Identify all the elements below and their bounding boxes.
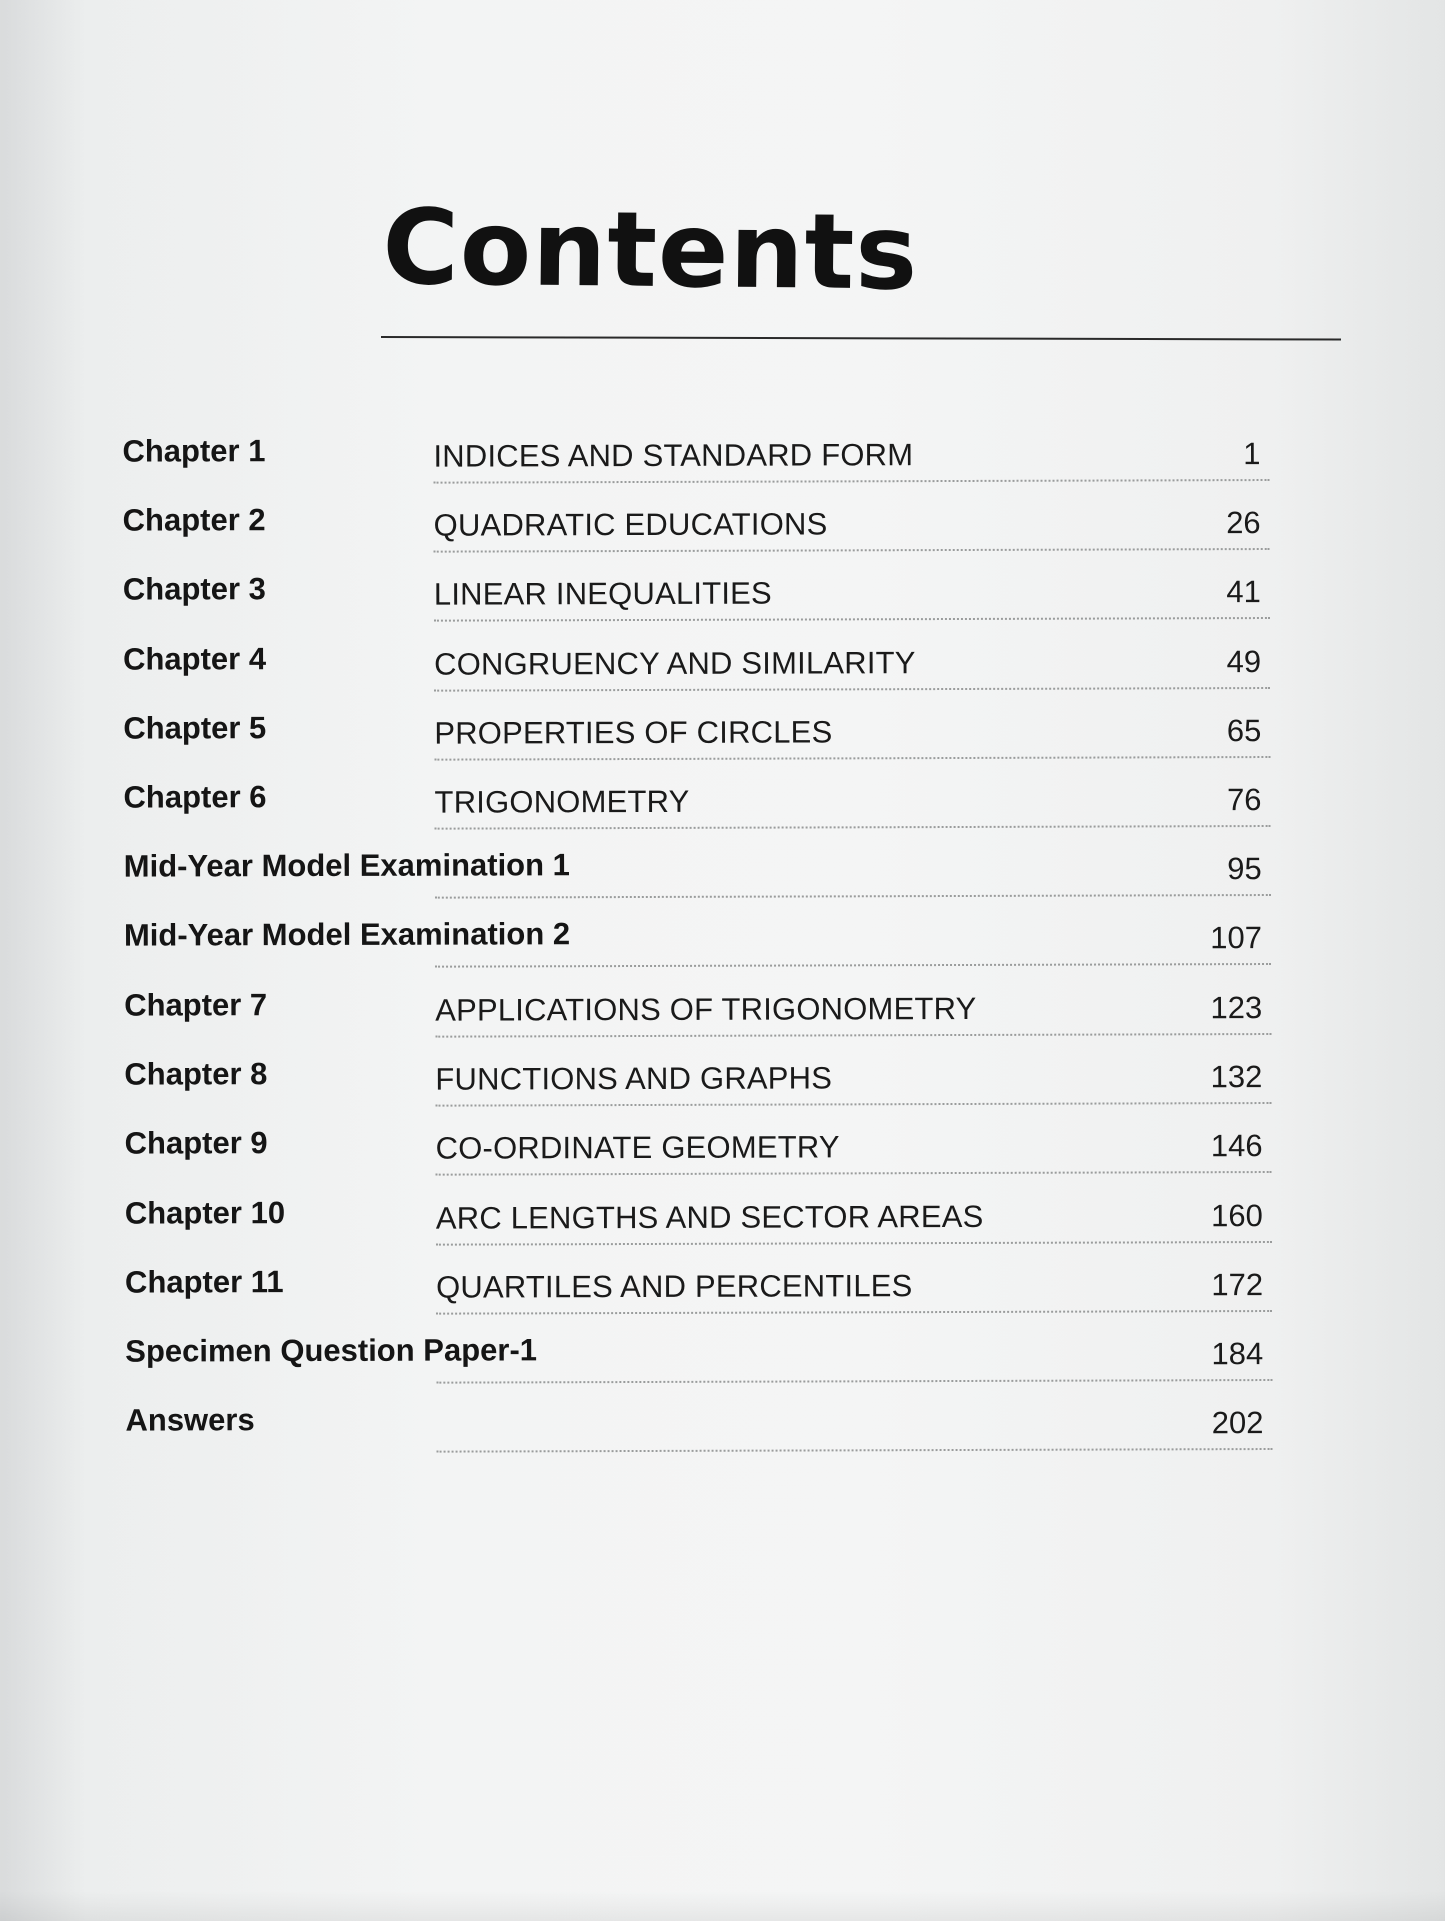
toc-row xyxy=(2,704,1445,779)
toc-row xyxy=(3,981,1445,1056)
page-edge-shadow xyxy=(0,1891,1445,1921)
toc-entry-label: Chapter 11 xyxy=(124,1264,284,1300)
toc-entry-label: Chapter 8 xyxy=(124,1056,268,1092)
dotted-leader xyxy=(436,1310,1272,1315)
toc-row xyxy=(4,1119,1445,1194)
dotted-leader xyxy=(434,687,1270,692)
toc-page-number: 49 xyxy=(1226,644,1262,680)
toc-page-number: 95 xyxy=(1227,851,1262,887)
toc-entry-title: FUNCTIONS AND GRAPHS xyxy=(435,1060,833,1097)
toc-entry-label: Mid-Year Model Examination 1 xyxy=(123,847,570,884)
toc-page-number: 160 xyxy=(1211,1198,1263,1234)
toc-row xyxy=(4,1396,1445,1471)
toc-page-number: 132 xyxy=(1210,1059,1263,1095)
toc-entry-title: QUADRATIC EDUCATIONS xyxy=(433,506,828,543)
toc-entry-label: Chapter 9 xyxy=(124,1125,268,1161)
toc-entry-label: Specimen Question Paper-1 xyxy=(125,1332,538,1369)
toc-page-number: 146 xyxy=(1210,1128,1263,1164)
toc-row xyxy=(2,496,1445,571)
toc-row xyxy=(4,1189,1445,1264)
dotted-leader xyxy=(435,963,1271,968)
toc-entry-title: PROPERTIES OF CIRCLES xyxy=(434,714,833,751)
toc-entry-label: Mid-Year Model Examination 2 xyxy=(123,916,571,953)
dotted-leader xyxy=(437,1448,1273,1453)
toc-entry-title: CONGRUENCY AND SIMILARITY xyxy=(434,645,916,682)
toc-entry-label: Chapter 4 xyxy=(123,641,267,677)
dotted-leader xyxy=(435,894,1271,899)
toc-page-number: 107 xyxy=(1210,920,1263,956)
toc-entry-title: INDICES AND STANDARD FORM xyxy=(433,437,914,474)
toc-page-number: 65 xyxy=(1226,713,1262,749)
dotted-leader xyxy=(434,756,1270,761)
toc-page-number: 26 xyxy=(1226,505,1261,541)
toc-entry-label: Chapter 10 xyxy=(124,1195,286,1231)
toc-row xyxy=(3,1050,1445,1125)
dotted-leader xyxy=(435,1102,1271,1107)
toc-page-number: 202 xyxy=(1211,1405,1264,1441)
toc-entry-label: Chapter 7 xyxy=(124,987,268,1023)
toc-page-number: 76 xyxy=(1226,782,1262,818)
page-title: Contents xyxy=(381,186,919,314)
toc-entry-label: Chapter 3 xyxy=(122,571,266,607)
toc-row xyxy=(2,773,1445,848)
dotted-leader xyxy=(434,479,1270,484)
dotted-leader xyxy=(436,1171,1272,1176)
toc-entry-label: Chapter 6 xyxy=(123,779,267,815)
toc-entry-title: APPLICATIONS OF TRIGONOMETRY xyxy=(435,990,977,1028)
toc-row xyxy=(2,565,1445,640)
dotted-leader xyxy=(436,1379,1272,1384)
dotted-leader xyxy=(435,825,1271,830)
dotted-leader xyxy=(436,1241,1272,1246)
toc-entry-title: CO-ORDINATE GEOMETRY xyxy=(435,1129,840,1166)
toc-entry-label: Chapter 5 xyxy=(123,710,267,746)
toc-entry-title: TRIGONOMETRY xyxy=(434,783,690,820)
toc-page-number: 184 xyxy=(1211,1336,1264,1372)
toc-row xyxy=(4,1327,1445,1402)
toc-row xyxy=(1,427,1445,502)
toc-entry-title: QUARTILES AND PERCENTILES xyxy=(435,1268,913,1305)
dotted-leader xyxy=(434,617,1270,622)
toc-entry-label: Chapter 1 xyxy=(122,433,266,469)
toc-page-number: 123 xyxy=(1210,990,1263,1026)
toc-entry-title: LINEAR INEQUALITIES xyxy=(433,575,772,612)
toc-entry-label: Chapter 2 xyxy=(122,502,266,538)
dotted-leader xyxy=(435,1033,1271,1038)
toc-page-number: 41 xyxy=(1226,574,1261,610)
toc-page-number: 172 xyxy=(1211,1267,1264,1303)
toc-entry-label: Answers xyxy=(125,1402,255,1438)
toc-row xyxy=(3,842,1445,917)
toc-entry-title: ARC LENGTHS AND SECTOR AREAS xyxy=(435,1198,984,1236)
toc-row xyxy=(2,635,1445,710)
dotted-leader xyxy=(434,548,1270,553)
toc-row xyxy=(3,911,1445,986)
toc-page-number: 1 xyxy=(1243,436,1261,472)
toc-row xyxy=(4,1258,1445,1333)
